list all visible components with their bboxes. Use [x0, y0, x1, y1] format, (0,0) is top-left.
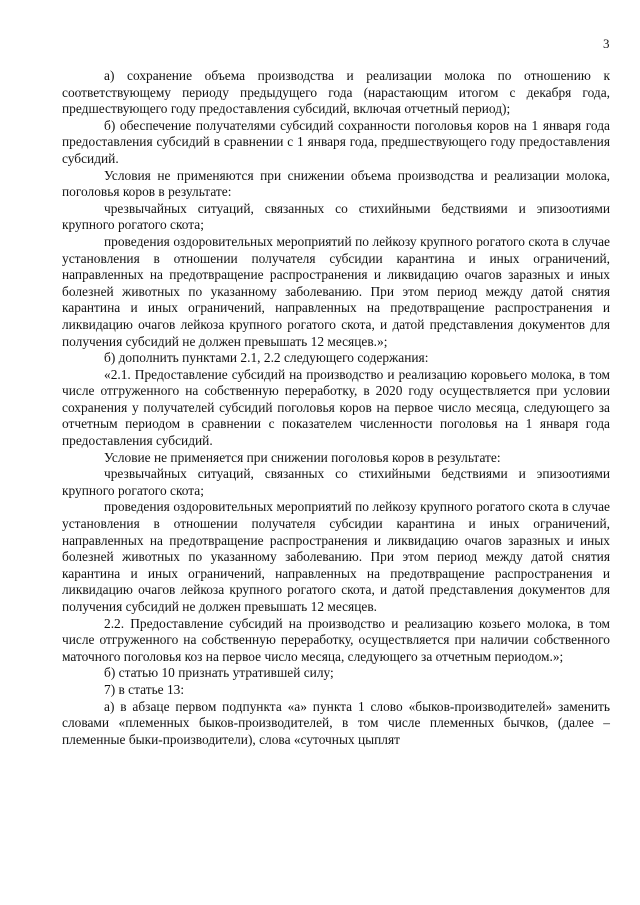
- paragraph-ozdorovitelnye-meropriyatiya: проведения оздоровительных мероприятий по лейкозу крупного рогатого скота в случае установления в отношении получателя субсидии карантина и иных ограничений, направленных на предотвращение распространения и ликвидацию очагов заразных и иных болезней животных по указанному заболеванию. При этом период между датой снятия карантина и иных ограничений, направленных на предотвращение распространения и ликвидацию очагов лейкоза крупного рогатого скота, и датой представления документов для получения субсидий не должен превышать 12 месяцев.»;: [62, 233, 610, 349]
- paragraph-punkt-2-2: 2.2. Предоставление субсидий на производство и реализацию козьего молока, в том числе отгруженного на собственную переработку, осуществляется при наличии собственного маточного поголовья коз на первое число месяца, следующего за отчетным периодом.»;: [62, 615, 610, 664]
- paragraph-usloviya-ne-primenyayutsya: Условия не применяются при снижении объема производства и реализации молока, поголовья коров в результате:: [62, 167, 610, 200]
- paragraph-statya-13: 7) в статье 13:: [104, 681, 185, 697]
- paragraph-dopolnit-punktami: б) дополнить пунктами 2.1, 2.2 следующего содержания:: [104, 350, 429, 366]
- paragraph-chrezvychainye-situacii-2: чрезвычайных ситуаций, связанных со стихийными бедствиями и эпизоотиями крупного рогатого скота;: [62, 466, 610, 498]
- paragraph-ozdorovitelnye-meropriyatiya-2: проведения оздоровительных мероприятий по лейкозу крупного рогатого скота в случае установления в отношении получателя субсидии карантина и иных ограничений, направленных на предотвращение распространения и ликвидацию очагов заразных и иных болезней животных по указанному заболеванию. При этом период между датой снятия карантина и иных ограничений, направленных на предотвращение распространения и ликвидацию очагов лейкоза крупного рогатого скота, и датой представления документов для получения субсидий не должен превышать 12 месяцев.: [62, 499, 610, 614]
- paragraph-statya-10: б) статью 10 признать утратившей силу;: [104, 665, 334, 681]
- page-number: 3: [603, 36, 610, 51]
- paragraph-sohrannost-pogolovya: б) обеспечение получателями субсидий сохранности поголовья коров на 1 января года предоставления субсидий в сравнении с 1 января года, предшествующего году предоставления субсидий.: [62, 117, 610, 166]
- paragraph-sohranenie-obema: а) сохранение объема производства и реализации молока по отношению к соответствующему периоду предыдущего года (нарастающим итогом с декабря года, предшествующего году предоставления субсидий, включая отчетный период);: [62, 68, 610, 117]
- paragraph-punkt-2-1: «2.1. Предоставление субсидий на производство и реализацию коровьего молока, в том числе отгруженного на собственную переработку, в 2020 году осуществляется при условии сохранения у получателей субсидий поголовья коров на первое число месяца, следующего за отчетным периодом в сравнении с показателем численности поголовья на 1 января года предоставления субсидий.: [62, 366, 610, 449]
- paragraph-uslovie-ne-primenyaetsya: Условие не применяется при снижении поголовья коров в результате:: [104, 449, 501, 465]
- paragraph-abzac-pervyi: а) в абзаце первом подпункта «а» пункта 1 слово «быков-производителей» заменить словами «племенных быков-производителей, в том числе племенных бычков, (далее – племенные быки-производители), слова «суточных цыплят: [62, 698, 610, 747]
- paragraph-chrezvychainye-situacii: чрезвычайных ситуаций, связанных со стихийными бедствиями и эпизоотиями крупного рогатого скота;: [62, 200, 610, 233]
- document-body: [62, 68, 610, 748]
